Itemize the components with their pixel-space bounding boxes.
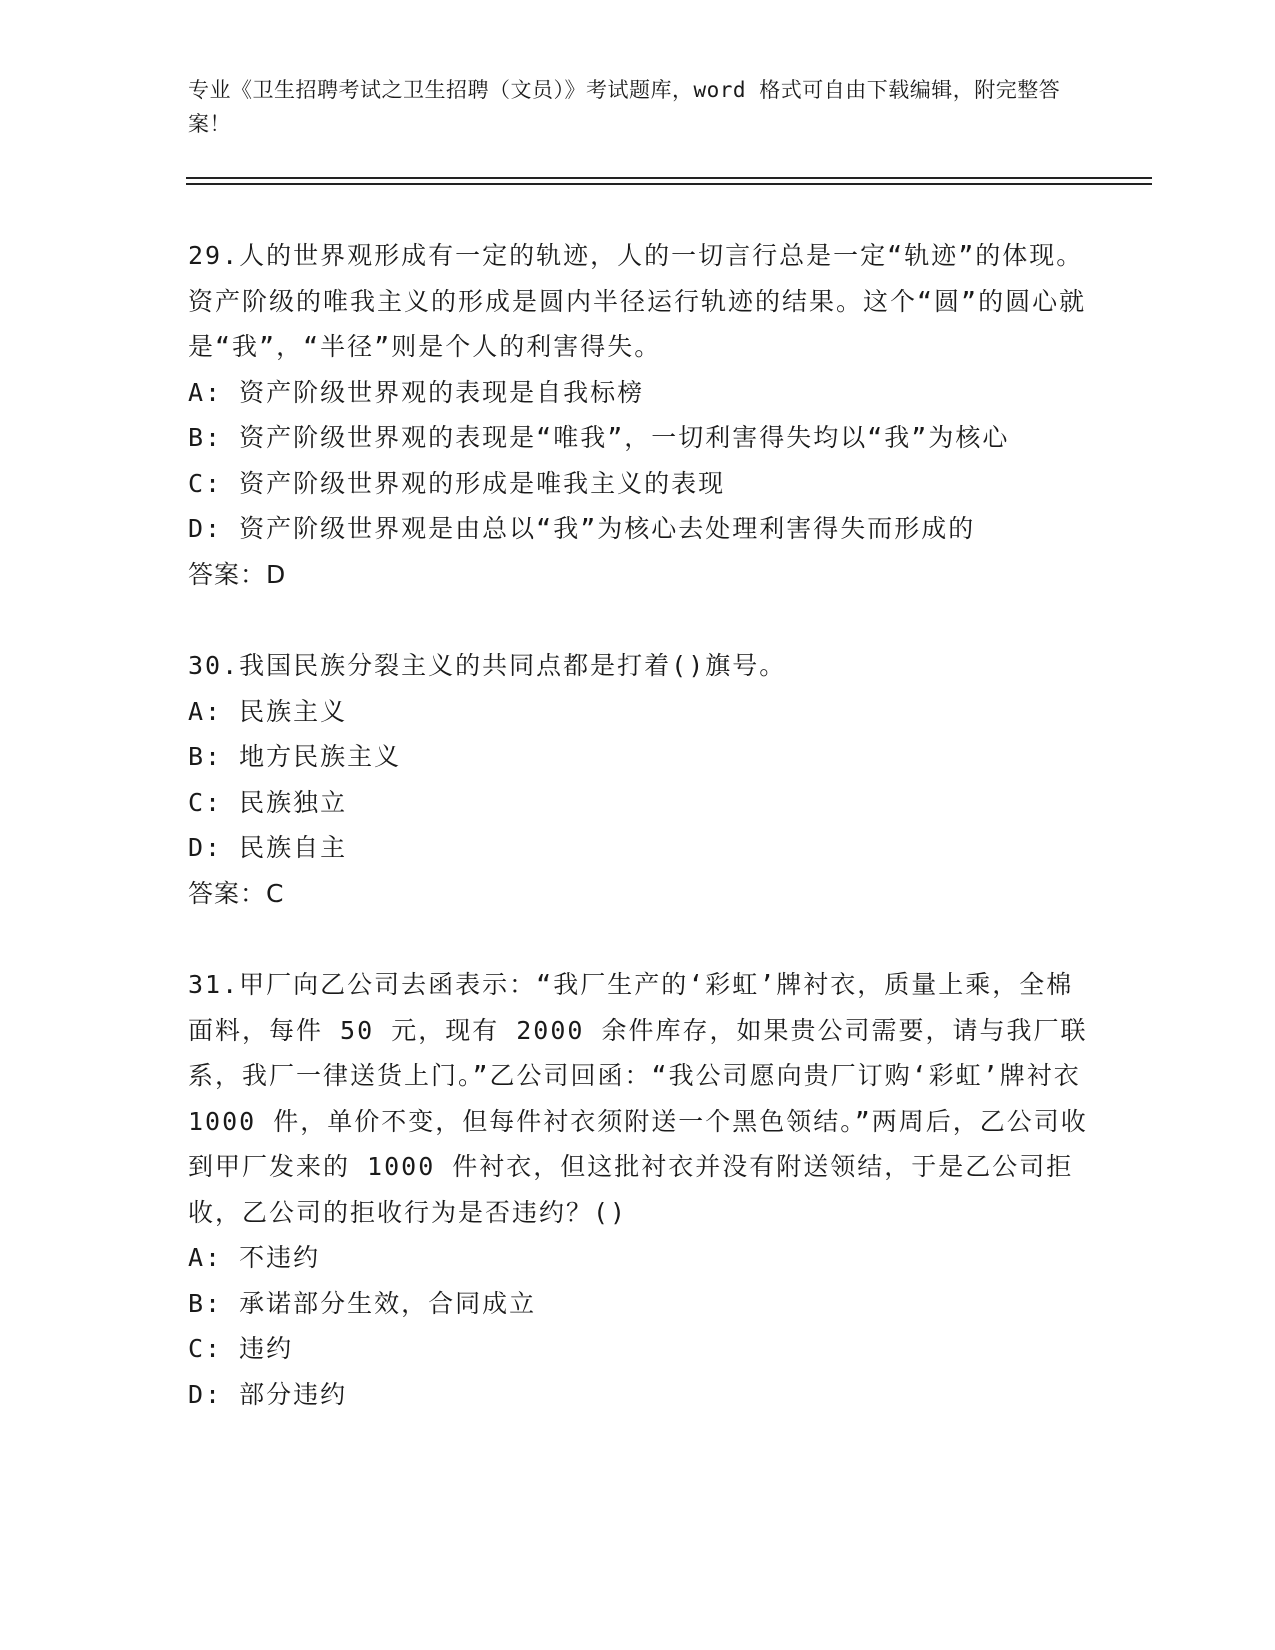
option-d: D: 民族自主 xyxy=(188,833,348,862)
option-a: A: 民族主义 xyxy=(188,696,348,726)
header-rule-bottom xyxy=(186,183,1152,185)
option-d: D: 部分违约 xyxy=(188,1379,348,1409)
option-b: B: 资产阶级世界观的表现是“唯我”，一切利害得失均以“我”为核心 xyxy=(188,423,1010,452)
question-stem: 30.我国民族分裂主义的共同点都是打着()旗号。 xyxy=(188,651,787,680)
option-a: A: 不违约 xyxy=(188,1243,321,1272)
header-rule-top xyxy=(186,177,1152,179)
option-c: C: 违约 xyxy=(188,1334,294,1363)
question-stem: 29.人的世界观形成有一定的轨迹，人的一切言行总是一定“轨迹”的体现。资产阶级的唯我主义的形成是圆内半径运行轨迹的结果。这个“圆”的圆心就是“我”，“半径”则是个人的利害得失。 xyxy=(188,241,1087,361)
question-stem: 31.甲厂向乙公司去函表示：“我厂生产的‘彩虹’牌衬衣，质量上乘，全棉面料，每件 50 元，现有 2000 余件库存，如果贵公司需要，请与我厂联系，我厂一律送货上门。”乙公司回函：“我公司愿向贵厂订购‘彩虹’牌衬衣 1000 件，单价不变，但每件衬衣须附送一个黑色领结。”两周后，乙公司收到甲厂发来的 1000 件衬衣，但这批衬衣并没有附送领结，于是乙公司拒收，乙公司的拒收行为是否违约？() xyxy=(188,970,1088,1227)
question-30 xyxy=(188,643,1088,916)
option-b: B: 地方民族主义 xyxy=(188,742,402,771)
option-b: B: 承诺部分生效，合同成立 xyxy=(188,1288,537,1318)
question-29 xyxy=(188,233,1088,597)
question-31 xyxy=(188,962,1088,1417)
option-d: D: 资产阶级世界观是由总以“我”为核心去处理利害得失而形成的 xyxy=(188,514,976,543)
question-list xyxy=(188,233,1088,1417)
answer-line: 答案：C xyxy=(188,878,285,908)
document-header: 专业《卫生招聘考试之卫生招聘（文员）》考试题库，word 格式可自由下载编辑，附完整答案！ xyxy=(188,78,1061,136)
option-c: C: 民族独立 xyxy=(188,787,348,817)
option-c: C: 资产阶级世界观的形成是唯我主义的表现 xyxy=(188,468,726,498)
answer-line: 答案：D xyxy=(188,559,287,589)
option-a: A: 资产阶级世界观的表现是自我标榜 xyxy=(188,377,645,407)
